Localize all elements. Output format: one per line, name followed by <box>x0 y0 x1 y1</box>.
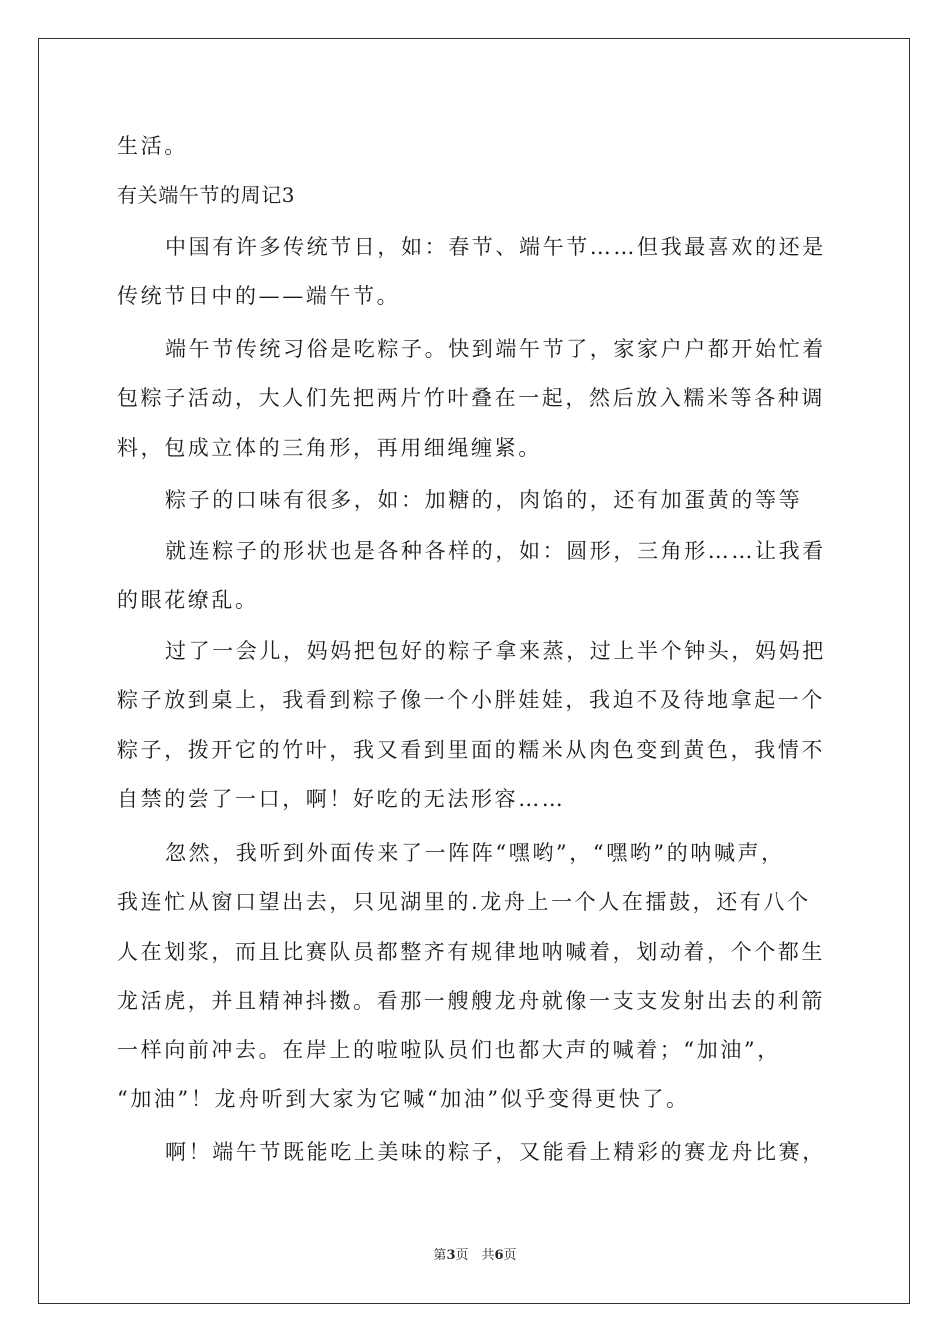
text-line: 生活。 <box>117 134 188 158</box>
text-line: 包粽子活动，大人们先把两片竹叶叠在一起，然后放入糯米等各种调 <box>117 386 825 410</box>
text-line: 就连粽子的形状也是各种各样的，如：圆形，三角形……让我看 <box>165 539 826 563</box>
page-mid: 页 共 <box>455 1248 495 1263</box>
text-line: 粽子的口味有很多，如：加糖的，肉馅的，还有加蛋黄的等等 <box>165 488 803 512</box>
text-line: 端午节传统习俗是吃粽子。快到端午节了，家家户户都开始忙着 <box>165 337 826 361</box>
text-line: 过了一会儿，妈妈把包好的粽子拿来蒸，过上半个钟头，妈妈把 <box>165 639 826 663</box>
current-page-number: 3 <box>446 1248 456 1263</box>
section-heading: 有关端午节的周记3 <box>117 183 296 207</box>
text-line: 传统节日中的——端午节。 <box>117 284 401 308</box>
text-line: 龙活虎，并且精神抖擞。看那一艘艘龙舟就像一支支发射出去的利箭 <box>117 989 825 1013</box>
text-line: 料，包成立体的三角形，再用细绳缠紧。 <box>117 436 542 460</box>
page-footer <box>0 1244 950 1263</box>
page-prefix: 第 <box>433 1248 447 1263</box>
text-line: 忽然，我听到外面传来了一阵阵“嘿哟”，“嘿哟”的呐喊声， <box>165 841 785 865</box>
text-line: 粽子放到桌上，我看到粽子像一个小胖娃娃，我迫不及待地拿起一个 <box>117 688 825 712</box>
text-line: 自禁的尝了一口，啊！好吃的无法形容…… <box>117 787 566 811</box>
text-line: 的眼花缭乱。 <box>117 588 259 612</box>
text-line: 我连忙从窗口望出去，只见湖里的.龙舟上一个人在擂鼓，还有八个 <box>117 890 811 914</box>
text-line: “加油”！龙舟听到大家为它喊“加油”似乎变得更快了。 <box>117 1087 690 1111</box>
page-suffix: 页 <box>503 1248 517 1263</box>
text-line: 人在划浆，而且比赛队员都整齐有规律地呐喊着，划动着，个个都生 <box>117 940 825 964</box>
text-line: 粽子，拨开它的竹叶，我又看到里面的糯米从肉色变到黄色，我情不 <box>117 738 825 762</box>
total-page-number: 6 <box>494 1248 504 1263</box>
text-line: 一样向前冲去。在岸上的啦啦队员们也都大声的喊着；“加油”， <box>117 1038 781 1062</box>
text-line: 中国有许多传统节日，如：春节、端午节……但我最喜欢的还是 <box>165 235 826 259</box>
text-line: 啊！端午节既能吃上美味的粽子，又能看上精彩的赛龙舟比赛， <box>165 1140 826 1164</box>
